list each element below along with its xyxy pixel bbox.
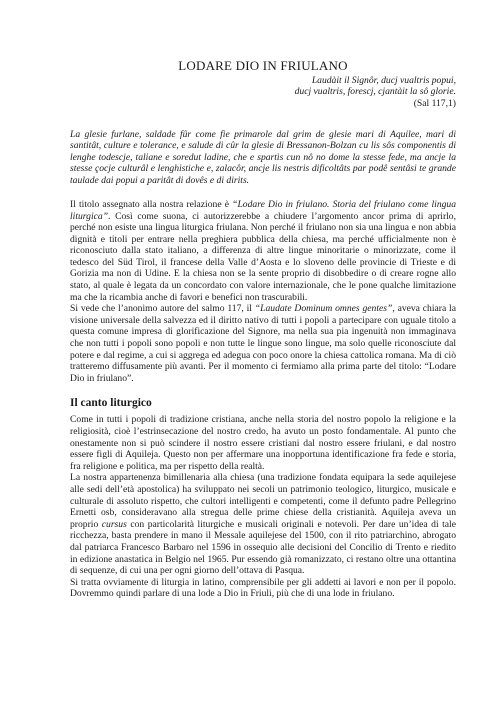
spacer (70, 186, 456, 199)
epigraph-reference: (Sal 117,1) (413, 97, 456, 109)
epigraph-line-1: Laudàit il Signôr, ducj vualtris popui, (311, 75, 456, 86)
epigraph-line-2: ducj vualtris, forescj, cjantàit la sô glorie. (294, 86, 456, 98)
epigraph (70, 75, 456, 109)
section-heading: Il canto liturgico (70, 397, 152, 410)
section-paragraph-3: Si tratta ovviamente di liturgia in latino, comprensibile per gli addetti ai lavori e non per il popolo. Dovremmo quindi parlare di una lode a Dio in Friuli, più che di una lode in friulano. (70, 576, 456, 600)
paragraph-1 (70, 199, 456, 303)
page-title: LODARE DIO IN FRIULANO (178, 58, 348, 73)
section-paragraph-2-text-b: con particolarità liturgiche e musicali originali e notevoli. Per dare un’idea di tale ricchezza, basta prendere in mano il Messale aquilejese del 1500, con il rito patriarchino, abrogato dal patriarca Francesco Barbaro nel 1596 in ossequio alle decisioni del Concilio di Trento e riedito in edizione anastatica in Belgio nel 1965. Pur essendo già romanizzato, ci restano oltre una ottantina di sequenze, di cui una per ogni giorno dell’ottava di Pasqua. (70, 518, 456, 577)
spacer (70, 384, 456, 397)
paragraph-2-text-a: Si vede che l’anonimo autore del salmo 117, il (70, 303, 255, 315)
section-paragraph-2-emphasis: cursus (101, 518, 127, 530)
paragraph-2-text-b: , aveva chiara la visione universale della salvezza ed il diritto nativo di tutti i popoli a partecipare con uguale titolo a questa comune impresa di glorificazione del Signore, ma nella sua pia ingenuità non immaginava che non tutti i popoli sono popoli e non tutte le lingue sono lingue, ma solo quelle riconosciute dal potere e dal regime, a cui si aggrega ed adegua con poco onore la chiesa cattolica romana. Ma di ciò tratteremo diffusamente più avanti. Per il momento ci fermiamo alla prima parte del titolo: “Lodare Dio in friulano”. (70, 303, 456, 384)
paragraph-1-text-b: . Così come suona, ci autorizzerebbe a chiudere l’argomento ancor prima di aprirlo, perché non esiste una lingua liturgica friulana. Non perché il friulano non sia una lingua e non abbia dignità e titoli per entrare nella preghiera pubblica della chiesa, ma perché ufficialmente non è riconosciuto dalla stato italiano, a differenza di altre lingue minoritarie o minorizzate, come il tedesco del Süd Tirol, il francese della Valle d’Aosta e lo sloveno delle provincie di Trieste e di Gorizia ma non di Udine. E la chiesa non se la sente proprio di disobbedire o di creare rogne allo stato, al quale è legata da un concordato con valore internazionale, che le pone qualche limitazione ma che la ricambia anche di favori e benefici non trascurabili. (70, 210, 456, 303)
section-paragraph-2 (70, 472, 456, 576)
paragraph-2 (70, 303, 456, 384)
section-paragraph-2-text-a: La nostra appartenenza bimillenaria alla chiesa (una tradizione fondata equipara la sede aquilejese alle sedi dell’età apostolica) ha sviluppato nei secoli un patrimonio teologico, liturgico, musicale e culturale di assoluto rispetto, che cultori intelligenti e competenti, come il defunto padre Pellegrino Ernetti osb, consideravano alla stregua delle prime chiese della cristianità. Aquileja aveva un proprio (70, 472, 456, 530)
paragraph-1-quote: “Lodare Dio in friulano. Storia del friulano come lingua liturgica” (70, 198, 457, 222)
section-paragraph-1: Come in tutti i popoli di tradizione cristiana, anche nella storia del nostro popolo la religione e la religiosità, cioè l’estrinsecazione del nostro credo, ha avuto un posto fondamentale. Al punto che onestamente non si può scindere il nostro essere cristiani dal nostro essere friulani, e dal nostro essere figli di Aquileja. Questo non per affermare una inopportuna identificazione fra fede e storia, fra religione e politica, ma per rispetto della realtà. (70, 414, 456, 472)
paragraph-1-text-a: Il titolo assegnato alla nostra relazione è (70, 198, 233, 210)
intro-paragraph: La glesie furlane, saldade fûr come fie primarole dal grim de glesie mari di Aquilee, mari di santitât, culture e tolerance, e salude di cûr la glesie di Bressanon-Bolzan cu lis sôs componentis di lenghe todescje, taliane e soredut ladine, che e spartìs cun nô no dome la stesse fede, ma ancje la stesse çocje culturâl e lenghistiche e, zalacôr, ancje lis nestris dificoltâts par podê sentâsi te grande taulade dai popui a paritât di dovês e di dirits. (70, 128, 456, 186)
paragraph-2-quote: “Laudate Dominum omnes gentes” (254, 303, 393, 315)
